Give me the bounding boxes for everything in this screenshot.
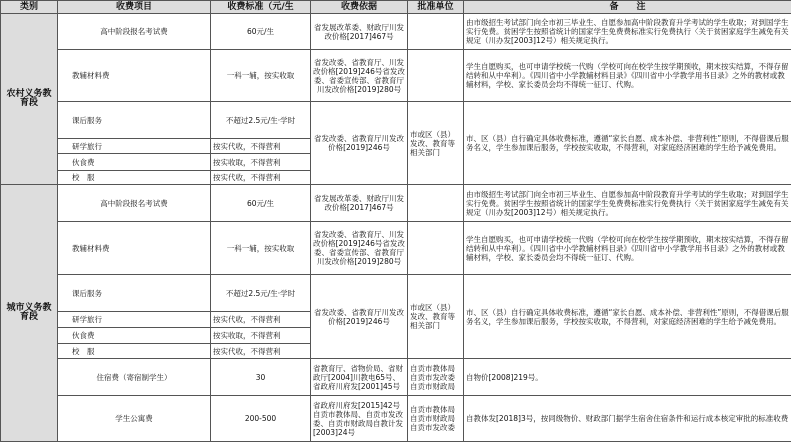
item-cell: 研学旅行 bbox=[58, 312, 211, 328]
table-row bbox=[1, 185, 791, 222]
item-cell: 课后服务 bbox=[58, 275, 211, 312]
item-cell: 高中阶段报名考试费 bbox=[58, 14, 211, 50]
table-row bbox=[1, 14, 791, 50]
note-cell: 市、区（县）自行确定具体收费标准，遵循“家长自愿、成本补偿、非营利性”原则，不得借课后服务名义，学生参加课后服务，学校按实收取，不得营利，对家庭经济困难的学生给予减免费用。 bbox=[464, 102, 791, 185]
header-note: 备 注 bbox=[464, 1, 791, 14]
item-cell: 伙食费 bbox=[58, 154, 211, 171]
category-rural: 农村义务教育段 bbox=[1, 14, 58, 185]
basis-cell: 省发展改革委、财政厅川发改价格[2017]467号 bbox=[311, 14, 408, 50]
standard-cell: 60元/生 bbox=[211, 185, 311, 222]
standard-cell: 一科一辅，按实收取 bbox=[211, 50, 311, 102]
basis-cell: 省发改委、省教育厅、川发改价格[2019]246号省发改委、省委宣传部、省教育厅川发改价格[2019]280号 bbox=[311, 50, 408, 102]
header-approver: 批准单位 bbox=[408, 1, 464, 14]
item-cell: 伙食费 bbox=[58, 328, 211, 344]
standard-cell: 不超过2.5元/生·学时 bbox=[211, 275, 311, 312]
standard-cell: 按实收取，不得营利 bbox=[211, 328, 311, 344]
header-category: 类别 bbox=[1, 1, 58, 14]
table-row bbox=[1, 50, 791, 102]
standard-cell: 按实代收，不得营利 bbox=[211, 312, 311, 328]
item-cell: 校 服 bbox=[58, 171, 211, 185]
header-basis: 收费依据 bbox=[311, 1, 408, 14]
header-item: 收费项目 bbox=[58, 1, 211, 14]
standard-cell: 不超过2.5元/生·学时 bbox=[211, 102, 311, 139]
approver-cell bbox=[408, 50, 464, 102]
table-row bbox=[1, 102, 791, 139]
note-cell: 学生自愿购买，也可申请学校统一代购（学校可向在校学生按学期预收，期末按实结算，不得存留结转和从中牟利）。《四川省中小学教辅材料目录》《四川省中小学教学用书目录》之外的教材或教辅材料，学校、家长委员会均不得统一征订、代购。 bbox=[464, 222, 791, 275]
standard-cell: 按实代收，不得营利 bbox=[211, 139, 311, 154]
standard-cell: 按实代收，不得营利 bbox=[211, 171, 311, 185]
table-row bbox=[1, 222, 791, 275]
item-cell: 住宿费（寄宿制学生） bbox=[58, 359, 211, 396]
table-row bbox=[1, 275, 791, 312]
note-cell: 自教体发[2018]3号，按同级物价、财政部门据学生宿舍住宿条件和运行成本核定审批的标准收费 bbox=[464, 396, 791, 442]
standard-cell: 60元/生 bbox=[211, 14, 311, 50]
header-row bbox=[1, 1, 791, 14]
approver-cell: 自贡市教体局自贡市发改委自贡市财政局 bbox=[408, 359, 464, 396]
item-cell: 课后服务 bbox=[58, 102, 211, 139]
basis-cell: 省发改委、省教育厅、川发改价格[2019]246号省发改委、省委宣传部、省教育厅川发改价格[2019]280号 bbox=[311, 222, 408, 275]
approver-cell: 市或区（县）发改、教育等相关部门 bbox=[408, 275, 464, 359]
note-cell: 由市级招生考试部门向全市初三毕业生、自愿参加高中阶段教育升学考试的学生收取；对到国学生实行免费。贫困学生按照省统计的国家学生免费费标准实行免费执行〈关于贫困家庭学生减免有关规定（川办发[2003]12号）相关规定执行。 bbox=[464, 14, 791, 50]
table-row bbox=[1, 359, 791, 396]
standard-cell: 一科一辅，按实收取 bbox=[211, 222, 311, 275]
standard-cell: 按实收取，不得营利 bbox=[211, 154, 311, 171]
basis-cell: 省发改委、省教育厅川发改价格[2019]246号 bbox=[311, 102, 408, 185]
item-cell: 教辅材料费 bbox=[58, 222, 211, 275]
standard-cell: 200-500 bbox=[211, 396, 311, 442]
basis-cell: 省教育厅、省物价局、省财政厅[2004]川教电65号、省政府川府发[2001]45号 bbox=[311, 359, 408, 396]
note-cell: 学生自愿购买，也可申请学校统一代购（学校可向在校学生按学期预收，期末按实结算，不得存留结转和从中牟利）。《四川省中小学教辅材料目录》《四川省中小学教学用书目录》之外的教材或教辅材料，学校、家长委员会均不得统一征订、代购。 bbox=[464, 50, 791, 102]
basis-cell: 省发展改革委、财政厅川发改价格[2017]467号 bbox=[311, 185, 408, 222]
note-cell: 自物价[2008]219号。 bbox=[464, 359, 791, 396]
note-cell: 由市级招生考试部门向全市初三毕业生、自愿参加高中阶段教育升学考试的学生收取；对到国学生实行免费。贫困学生按照省统计的国家学生免费费标准实行免费执行〈关于贫困家庭学生减免有关规定（川办发[2003]12号）相关规定执行。 bbox=[464, 185, 791, 222]
item-cell: 高中阶段报名考试费 bbox=[58, 185, 211, 222]
standard-cell: 按实代收，不得营利 bbox=[211, 344, 311, 359]
basis-cell: 省政府川府发[2015]42号自贡市教体局、自贡市发改委、自贡市财政局自教计发[2003]24号 bbox=[311, 396, 408, 442]
approver-cell bbox=[408, 14, 464, 50]
category-urban: 城市义务教育段 bbox=[1, 185, 58, 442]
approver-cell bbox=[408, 222, 464, 275]
header-standard: 收费标准（元/生 bbox=[211, 1, 311, 14]
item-cell: 研学旅行 bbox=[58, 139, 211, 154]
basis-cell: 省发改委、省教育厅川发改价格[2019]246号 bbox=[311, 275, 408, 359]
standard-cell: 30 bbox=[211, 359, 311, 396]
approver-cell: 自贡市教体局自贡市财政局自贡市发改委 bbox=[408, 396, 464, 442]
note-cell: 市、区（县）自行确定具体收费标准，遵循“家长自愿、成本补偿、非营利性”原则，不得借课后服务名义，学生参加课后服务，学校按实收取，不得营利，对家庭经济困难的学生给予减免费用。 bbox=[464, 275, 791, 359]
item-cell: 校 服 bbox=[58, 344, 211, 359]
approver-cell bbox=[408, 185, 464, 222]
item-cell: 学生公寓费 bbox=[58, 396, 211, 442]
item-cell: 教辅材料费 bbox=[58, 50, 211, 102]
table-row bbox=[1, 396, 791, 442]
approver-cell: 市或区（县）发改、教育等相关部门 bbox=[408, 102, 464, 185]
